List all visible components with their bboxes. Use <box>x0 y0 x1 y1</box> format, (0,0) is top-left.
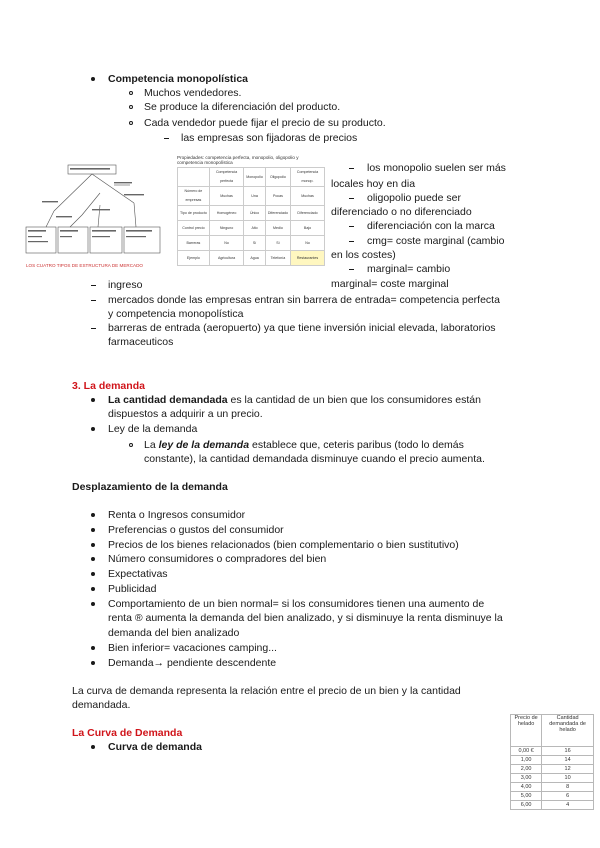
desp-item-8: Bien inferior= vacaciones camping... <box>108 642 277 654</box>
bullet-curva <box>91 745 95 749</box>
barreras-line-1: barreras de entrada (aeropuerto) ya que tiene inversión inicial elevada, laboratorios <box>108 322 496 334</box>
mini-table-cell: Oligopolio <box>265 168 290 187</box>
mini-table-cell: Sí <box>265 236 290 251</box>
desp-bullet-6 <box>91 587 95 591</box>
mini-table-cell: No <box>291 236 325 251</box>
price-cell: 1,00 <box>511 756 542 765</box>
price-cell: 5,00 <box>511 792 542 801</box>
mini-table-cell: Número de empresas <box>178 187 210 206</box>
desp-item-1: Renta o Ingresos consumidor <box>108 509 246 521</box>
desp-item-5: Expectativas <box>108 568 168 580</box>
sub-bullet-1 <box>129 91 133 95</box>
mini-table-row <box>178 221 325 236</box>
mini-table-cell: No <box>209 236 243 251</box>
bullet-competencia <box>91 77 95 81</box>
mini-table-cell <box>178 168 210 187</box>
mini-table-cell: Sí <box>244 236 266 251</box>
desp-bullet-4 <box>91 557 95 561</box>
bullet-ley <box>91 427 95 431</box>
mini-table-cell: Tipo de producto <box>178 206 210 221</box>
desp-bullet-5 <box>91 572 95 576</box>
side-line-4: diferenciado o no diferenciado <box>331 206 472 218</box>
sub-bullet-3 <box>129 121 133 125</box>
mini-table-cell: Telefonía <box>265 251 290 266</box>
mini-table-row <box>178 236 325 251</box>
side-line-3: oligopolio puede ser <box>367 192 461 204</box>
quantity-cell: 14 <box>542 756 594 765</box>
side-line-8: marginal= cambio <box>367 263 451 275</box>
side-line-7: en los costes) <box>331 249 396 261</box>
mini-table-cell: Competencia perfecta <box>209 168 243 187</box>
side-dash-4 <box>349 241 354 242</box>
side-line-5: diferenciación con la marca <box>367 220 495 232</box>
price-cell: 6,00 <box>511 801 542 810</box>
side-dash-1 <box>349 168 354 169</box>
bullet-cantidad <box>91 398 95 402</box>
mini-table-cell: Competencia monop. <box>291 168 325 187</box>
mini-table-grid <box>177 167 325 266</box>
price-row <box>511 783 594 792</box>
mini-table-cell: Alto <box>244 221 266 236</box>
dash-barreras <box>91 328 96 329</box>
mini-table-cell: Agricultura <box>209 251 243 266</box>
mini-table-title-2: competencia monopolística <box>177 160 233 165</box>
market-comparison-table <box>177 155 325 268</box>
mini-table-cell: Homogéneo <box>209 206 243 221</box>
mini-table-cell: Ninguno <box>209 221 243 236</box>
mini-table-row <box>178 168 325 187</box>
dash-mercados <box>91 300 96 301</box>
mini-table-cell: Ejemplo <box>178 251 210 266</box>
cantidad-line-2: dispuestos a adquirir a un precio. <box>108 408 263 420</box>
price-row <box>511 792 594 801</box>
quantity-cell: 10 <box>542 774 594 783</box>
mini-table-cell: Único <box>244 206 266 221</box>
mini-table-cell: Barreras <box>178 236 210 251</box>
quantity-cell: 4 <box>542 801 594 810</box>
market-structures-diagram <box>24 163 170 273</box>
cantidad-definition: es la cantidad de un bien que los consumidores están <box>227 394 481 406</box>
desp-bullet-3 <box>91 543 95 547</box>
price-row <box>511 747 594 756</box>
mercados-line-2: y competencia monopolística <box>108 308 244 320</box>
mini-table-cell: Restaurantes <box>291 251 325 266</box>
mini-table-row <box>178 187 325 206</box>
desp-bullet-2 <box>91 528 95 532</box>
desp-bullet-8 <box>91 646 95 650</box>
competencia-sub2: Se produce la diferenciación del producto. <box>144 101 341 113</box>
competencia-sub3-dash: las empresas son fijadoras de precios <box>181 132 358 144</box>
price-cell: 0,00 € <box>511 747 542 756</box>
desp-bullet-9 <box>91 661 95 665</box>
ley-line-2: constante), la cantidad demandada disminuye cuando el precio aumenta. <box>144 453 485 465</box>
curva-paragraph-2: demandada. <box>72 699 131 711</box>
quantity-cell: 12 <box>542 765 594 774</box>
mini-table-row <box>178 251 325 266</box>
desp-item-3: Precios de los bienes relacionados (bien complementario o bien sustitutivo) <box>108 539 459 551</box>
header-cantidad: Cantidad demandada de helado <box>542 715 594 747</box>
mercados-line-1: mercados donde las empresas entran sin barrera de entrada= competencia perfecta <box>108 294 500 306</box>
desp-item-7: Comportamiento de un bien normal= si los consumidores tienen una aumento de <box>108 598 485 610</box>
mini-table-cell: Monopolio <box>244 168 266 187</box>
mini-table-cell: Agua <box>244 251 266 266</box>
side-line-2: locales hoy en dia <box>331 178 416 190</box>
ingreso-text: ingreso <box>108 279 143 291</box>
curva-title: La Curva de Demanda <box>72 727 183 739</box>
desp-item-6: Publicidad <box>108 583 157 595</box>
dash-ingreso <box>91 285 96 286</box>
desp-item-4: Número consumidores o compradores del bien <box>108 553 327 565</box>
mini-table-cell: Control precio <box>178 221 210 236</box>
mini-table-cell: Diferenciado <box>291 206 325 221</box>
competencia-heading: Competencia monopolística <box>108 73 249 85</box>
cantidad-demandada-term: La cantidad demandada <box>108 394 228 406</box>
ley-emphasis: ley de la demanda <box>158 439 250 451</box>
desp-item-7c: demanda del bien analizado <box>108 627 240 639</box>
quantity-cell: 8 <box>542 783 594 792</box>
side-dash-2 <box>349 198 354 199</box>
mini-table-cell: Medio <box>265 221 290 236</box>
diagram-caption: LOS CUATRO TIPOS DE ESTRUCTURA DE MERCADO <box>26 263 143 268</box>
mini-table-cell: Pocas <box>265 187 290 206</box>
cantidad-line-1 <box>108 393 481 407</box>
price-quantity-table <box>510 714 594 810</box>
header-precio: Precio de helado <box>511 715 542 747</box>
curva-bullet-text: Curva de demanda <box>108 741 202 753</box>
ley-line-1 <box>144 438 464 452</box>
price-cell: 3,00 <box>511 774 542 783</box>
desp-item-2: Preferencias o gustos del consumidor <box>108 524 284 536</box>
competencia-sub3: Cada vendedor puede fijar el precio de su producto. <box>144 117 386 129</box>
side-dash-5 <box>349 269 354 270</box>
desp-bullet-1 <box>91 513 95 517</box>
mini-table-cell: Bajo <box>291 221 325 236</box>
side-dash-3 <box>349 226 354 227</box>
ley-demanda-item: Ley de la demanda <box>108 423 198 435</box>
side-line-1: los monopolio suelen ser más <box>367 162 506 174</box>
price-cell: 4,00 <box>511 783 542 792</box>
mini-table-cell: Muchas <box>209 187 243 206</box>
sub3-dash <box>164 138 169 139</box>
mini-table-cell: Muchas <box>291 187 325 206</box>
mini-table-title-1: Propiedades: competencia perfecta, monopolio, oligopolio y <box>177 155 299 160</box>
mini-table-cell: Una <box>244 187 266 206</box>
mini-table-row <box>178 206 325 221</box>
sub-bullet-ley <box>129 443 133 447</box>
price-cell: 2,00 <box>511 765 542 774</box>
desp-bullet-7 <box>91 602 95 606</box>
sub-bullet-2 <box>129 105 133 109</box>
price-row <box>511 774 594 783</box>
desp-item-7b: renta ® aumenta la demanda del bien analizado, y si disminuye la renta disminuye la <box>108 612 503 624</box>
side-line-9: marginal= coste marginal <box>331 278 449 290</box>
quantity-cell: 6 <box>542 792 594 801</box>
quantity-cell: 16 <box>542 747 594 756</box>
price-row <box>511 801 594 810</box>
desp-item-9: Demanda→ pendiente descendente <box>108 657 277 669</box>
ley-pre: La <box>144 439 159 451</box>
ley-rest: establece que, ceteris paribus (todo lo demás <box>249 439 464 451</box>
demanda-title: 3. La demanda <box>72 380 145 392</box>
price-row <box>511 765 594 774</box>
price-row <box>511 756 594 765</box>
mini-table-cell: Diferenciado <box>265 206 290 221</box>
desplazamiento-title: Desplazamiento de la demanda <box>72 481 228 493</box>
competencia-sub1: Muchos vendedores. <box>144 87 242 99</box>
barreras-line-2: farmaceuticos <box>108 336 174 348</box>
curva-paragraph-1: La curva de demanda representa la relación entre el precio de un bien y la cantidad <box>72 685 461 697</box>
side-line-6: cmg= coste marginal (cambio <box>367 235 505 247</box>
